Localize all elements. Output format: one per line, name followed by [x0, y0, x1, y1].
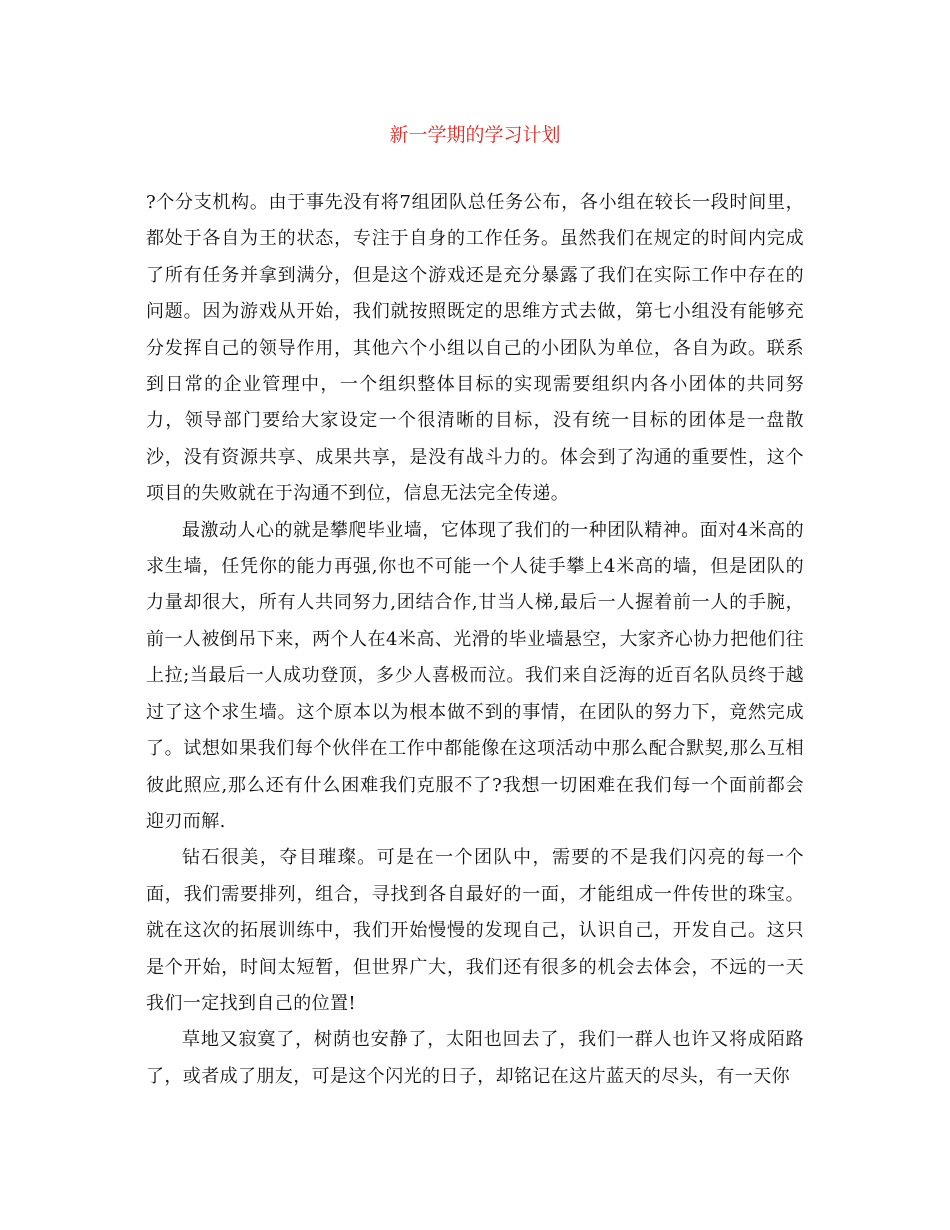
- paragraph-2: 最激动人心的就是攀爬毕业墙，它体现了我们的一种团队精神。面对4米高的求生墙，任凭你的能力再强,你也不可能一个人徒手攀上4米高的墙，但是团队的力量却很大，所有人共同努力,团结合作,甘当人梯,最后一人握着前一人的手腕，前一人被倒吊下来，两个人在4米高、光滑的毕业墙悬空，大家齐心协力把他们往上拉;当最后一人成功登顶，多少人喜极而泣。我们来自泛海的近百名队员终于越过了这个求生墙。这个原本以为根本做不到的事情，在团队的努力下，竟然完成了。试想如果我们每个伙伴在工作中都能像在这项活动中那么配合默契,那么互相彼此照应,那么还有什么困难我们克服不了?我想一切困难在我们每一个面前都会迎刃而解.: [146, 519, 804, 832]
- paragraph-3: 钻石很美，夺目璀璨。可是在一个团队中，需要的不是我们闪亮的每一个面，我们需要排列，组合，寻找到各自最好的一面，才能组成一件传世的珠宝。就在这次的拓展训练中，我们开始慢慢的发现自己，认识自己，开发自己。这只是个开始，时间太短暂，但世界广大，我们还有很多的机会去体会，不远的一天我们一定找到自己的位置!: [146, 847, 804, 1014]
- paragraph-4: 草地又寂寞了，树荫也安静了，太阳也回去了，我们一群人也许又将成陌路了，或者成了朋友，可是这个闪光的日子，却铭记在这片蓝天的尽头，有一天你: [146, 1029, 804, 1087]
- document-body: [146, 185, 804, 1095]
- document-title: 新一学期的学习计划: [389, 124, 561, 146]
- paragraph-1: ?个分支机构。由于事先没有将7组团队总任务公布，各小组在较长一段时间里，都处于各自为王的状态，专注于自身的工作任务。虽然我们在规定的时间内完成了所有任务并拿到满分，但是这个游戏还是充分暴露了我们在实际工作中存在的问题。因为游戏从开始，我们就按照既定的思维方式去做，第七小组没有能够充分发挥自己的领导作用，其他六个小组以自己的小团队为单位，各自为政。联系到日常的企业管理中，一个组织整体目标的实现需要组织内各小团体的共同努力，领导部门要给大家设定一个很清晰的目标，没有统一目标的团体是一盘散沙，没有资源共享、成果共享，是没有战斗力的。体会到了沟通的重要性，这个项目的失败就在于沟通不到位，信息无法完全传递。: [146, 192, 804, 505]
